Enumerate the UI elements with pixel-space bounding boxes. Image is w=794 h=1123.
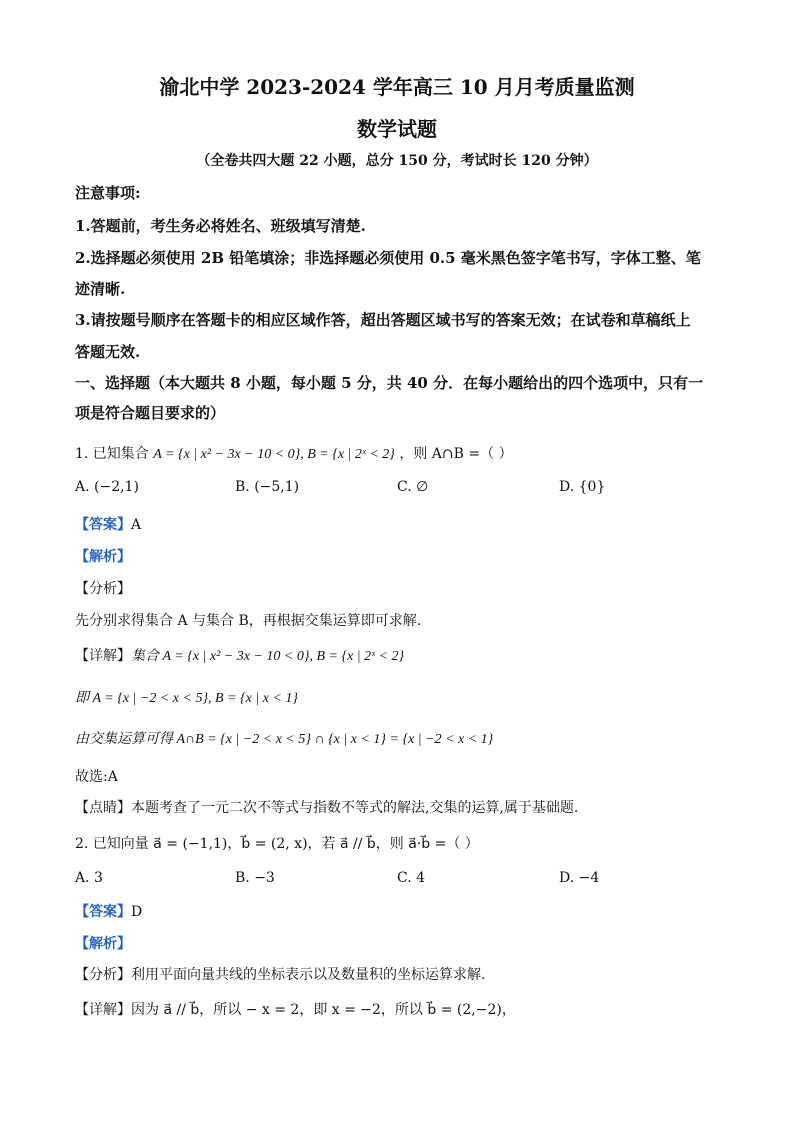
q2-fenxi-tag: 【分析】 <box>75 967 131 983</box>
q1-jiexi-tag: 【解析】 <box>75 549 131 565</box>
q1-dianjing <box>75 797 578 817</box>
q2-jiexi-tag: 【解析】 <box>75 936 131 952</box>
section1-heading-a: 一、选择题（本大题共 8 小题，每小题 5 分，共 40 分．在每小题给出的四个选项中，只有一 <box>75 374 704 392</box>
q1-answer-value: A <box>131 517 142 533</box>
q1-options <box>75 479 735 501</box>
q2-xiangjie <box>75 999 516 1019</box>
q1-answer-tag: 【答案】 <box>75 517 131 533</box>
q1-dianjing-tag: 【点睛】 <box>75 800 131 816</box>
q1-xiangjie-text: 集合 A = {x | x² − 3x − 10 < 0}, B = {x | 2ˣ < 2} <box>131 649 405 664</box>
q1-option-d: D. {0} <box>559 479 606 495</box>
q2-option-b: B. −3 <box>235 870 275 886</box>
q2-xiangjie-tag: 【详解】 <box>75 1002 131 1018</box>
q2-answer <box>75 901 142 921</box>
q1-option-c: C. ∅ <box>397 479 429 495</box>
q1-xiangjie <box>75 645 404 665</box>
q1-stem-suffix: ，则 A∩B =（ ） <box>399 446 513 462</box>
exam-subject: 数学试题 <box>357 117 437 141</box>
notes-item-2a: 2.选择题必须使用 2B 铅笔填涂；非选择题必须使用 0.5 毫米黑色签字笔书写，字体工整、笔 <box>75 249 701 267</box>
notes-item-2b: 迹清晰. <box>75 280 126 298</box>
q2-fenxi <box>75 964 485 984</box>
q1-xiangjie-tag: 【详解】 <box>75 648 131 664</box>
q1-option-b: B. (−5,1) <box>235 479 300 495</box>
notes-item-3b: 答题无效. <box>75 343 141 361</box>
q2-fenxi-text: 利用平面向量共线的坐标表示以及数量积的坐标运算求解. <box>131 967 486 983</box>
q1-solution-line-4: 故选:A <box>75 769 118 785</box>
q1-solution-line-2: 即 A = {x | −2 < x < 5}, B = {x | x < 1} <box>75 691 298 706</box>
q1-fenxi-tag: 【分析】 <box>75 581 131 597</box>
q1-stem <box>75 443 513 463</box>
exam-title: 渝北中学 2023-2024 学年高三 10 月月考质量监测 <box>159 75 635 99</box>
q2-stem: 2. 已知向量 a⃗ = (−1,1)，b⃗ = (2, x)，若 a⃗ // b⃗，则 a⃗·b⃗ =（ ） <box>75 836 479 852</box>
q1-option-a: A. (−2,1) <box>75 479 139 495</box>
section1-heading-b: 项是符合题目要求的） <box>75 404 226 422</box>
notes-heading: 注意事项: <box>75 184 141 202</box>
q2-options <box>75 870 735 892</box>
q1-stem-prefix: 1. 已知集合 <box>75 446 149 462</box>
q2-option-a: A. 3 <box>75 870 103 886</box>
q2-answer-tag: 【答案】 <box>75 904 131 920</box>
q2-xiangjie-text: 因为 a⃗ // b⃗，所以 − x = 2，即 x = −2，所以 b⃗ = (2,−2)， <box>131 1002 516 1018</box>
q2-option-d: D. −4 <box>559 870 600 886</box>
notes-item-3a: 3.请按题号顺序在答题卡的相应区域作答，超出答题区域书写的答案无效；在试卷和草稿纸上 <box>75 311 691 329</box>
exam-info: （全卷共四大题 22 小题，总分 150 分，考试时长 120 分钟） <box>196 153 598 169</box>
notes-item-1: 1.答题前，考生务必将姓名、班级填写清楚. <box>75 217 366 235</box>
q1-answer <box>75 514 141 534</box>
q2-answer-value: D <box>131 904 143 920</box>
q1-dianjing-text: 本题考查了一元二次不等式与指数不等式的解法,交集的运算,属于基础题. <box>131 800 579 816</box>
q1-fenxi-text: 先分别求得集合 A 与集合 B，再根据交集运算即可求解. <box>75 613 422 629</box>
q1-stem-math: A = {x | x² − 3x − 10 < 0}, B = {x | 2ˣ < 2} <box>153 447 395 462</box>
q1-solution-line-3: 由交集运算可得 A∩B = {x | −2 < x < 5} ∩ {x | x < 1} = {x | −2 < x < 1} <box>75 732 494 747</box>
q2-option-c: C. 4 <box>397 870 426 886</box>
